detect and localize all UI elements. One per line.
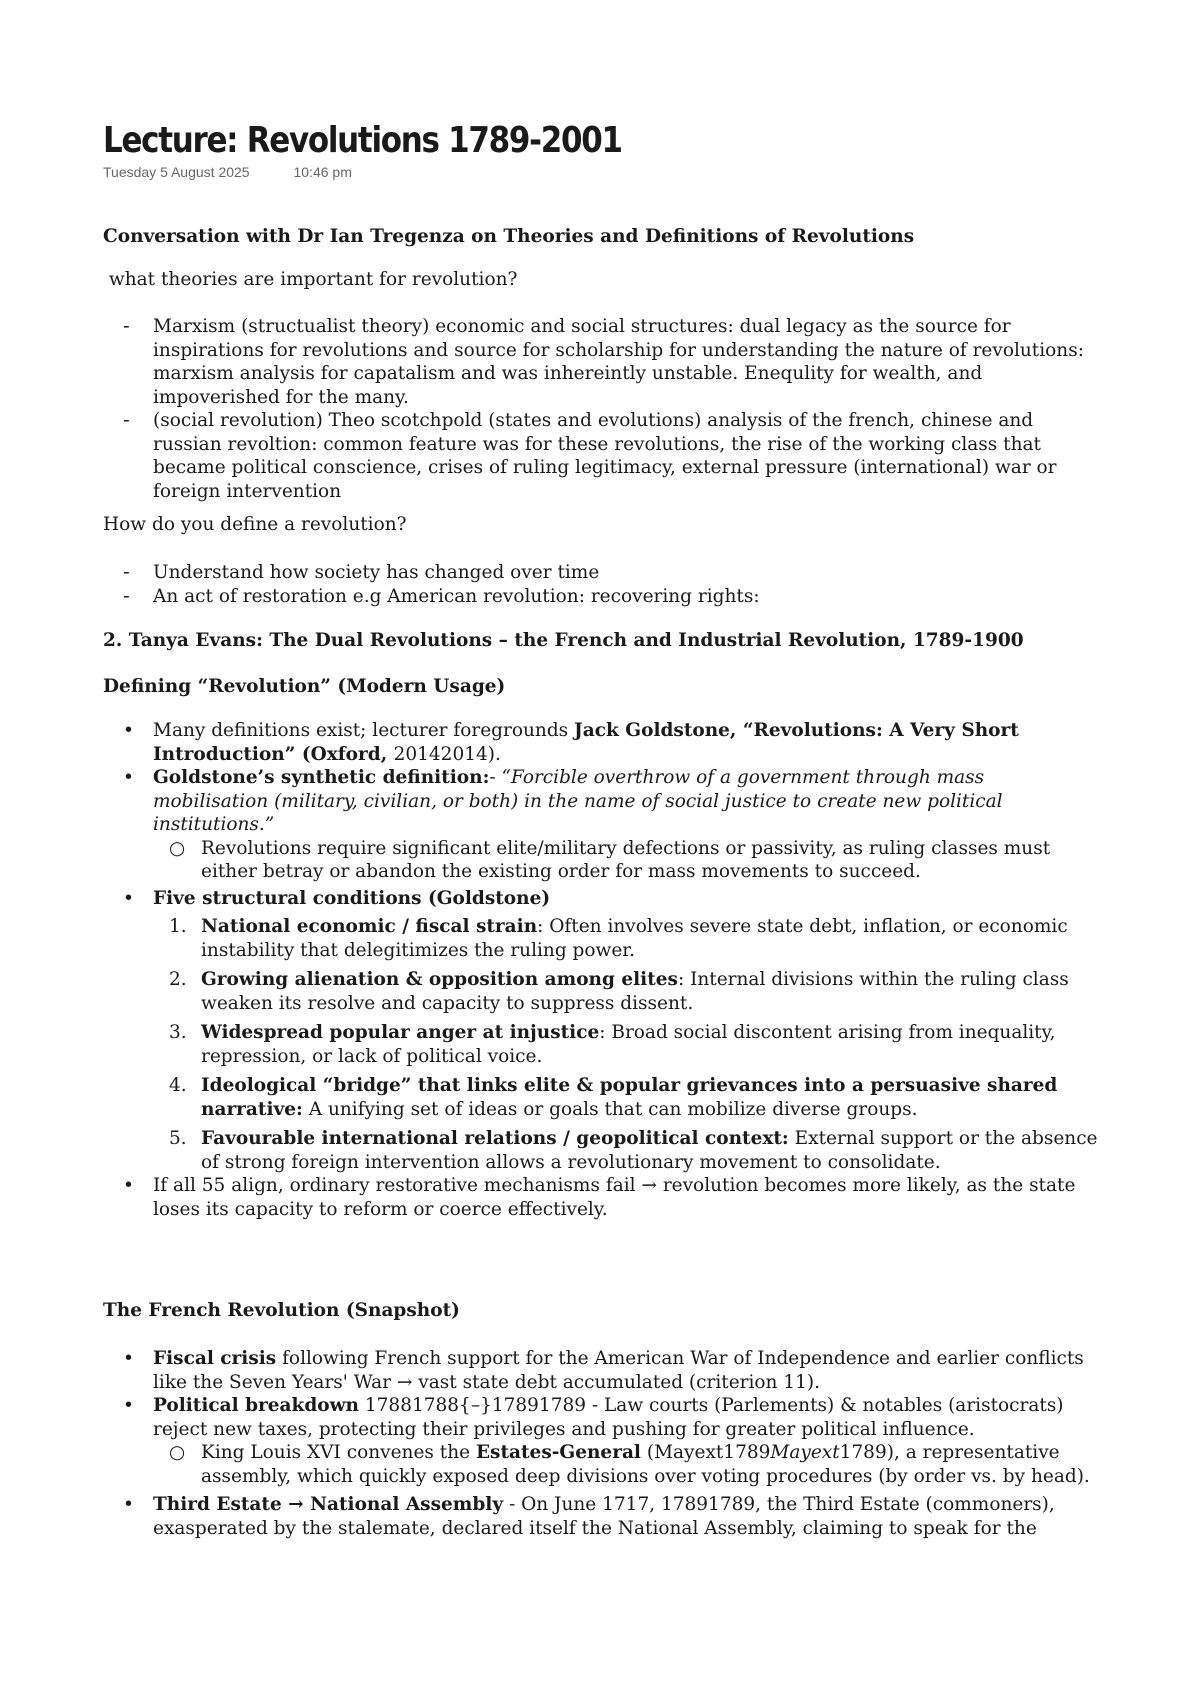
- list-item: • Political breakdown 17881788{–}17891789 - Law courts (Parlements) & notables (aristocrats) reject new taxes, protecting their privileges and pushing for greater political influence.: [123, 1395, 1064, 1440]
- condition-item: 5. Favourable international relations / geopolitical context: External support or the absence of strong foreign intervention allows a revolutionary movement to consolidate.: [169, 1128, 1098, 1173]
- dash-marker: -: [123, 562, 130, 583]
- bullet-marker: •: [123, 1395, 134, 1416]
- list-item: - An act of restoration e.g American revolution: recovering rights:: [123, 585, 760, 607]
- list-item: • Many definitions exist; lecturer foregrounds Jack Goldstone, “Revolutions: A Very Short Introduction” (Oxford, 20142014).: [123, 720, 1019, 765]
- number-marker: 1.: [169, 916, 187, 937]
- dash-marker: -: [123, 585, 130, 607]
- page-time: 10:46 pm: [293, 164, 352, 180]
- list-item: • Fiscal crisis following French support for the American War of Independence and earlier conflicts like the Seven Years' War → vast state debt accumulated (criterion 11).: [123, 1348, 1084, 1393]
- page-title: Lecture: Revolutions 1789-2001: [103, 120, 622, 161]
- question-theories: what theories are important for revolution?: [103, 269, 518, 290]
- section2-heading: 2. Tanya Evans: The Dual Revolutions – the French and Industrial Revolution, 1789-1900: [103, 630, 1024, 651]
- theories-list: [103, 315, 1103, 503]
- bullet-marker: •: [123, 767, 134, 788]
- list-item: • Five structural conditions (Goldstone): [123, 887, 551, 909]
- condition-item: 3. Widespread popular anger at injustice: Broad social discontent arising from inequality, repression, or lack of political voice.: [169, 1022, 1056, 1067]
- question-definition: How do you define a revolution?: [103, 514, 407, 535]
- list-item: • If all 55 align, ordinary restorative mechanisms fail → revolution becomes more likely, as the state loses its capacity to reform or coerce effectively.: [123, 1175, 1076, 1220]
- bullet-marker: •: [123, 887, 134, 909]
- bullet-marker: •: [123, 1175, 134, 1196]
- bullet-marker: •: [123, 720, 134, 741]
- condition-item: 4. Ideological “bridge” that links elite & popular grievances into a persuasive shared narrative: A unifying set of ideas or goals that can mobilize diverse groups.: [169, 1075, 1058, 1120]
- list-item: • Goldstone’s synthetic definition:- “Forcible overthrow of a government through mass mobilisation (military, civilian, or both) in the name of social justice to create new political institutions.”: [123, 767, 1003, 835]
- number-marker: 5.: [169, 1128, 187, 1149]
- section2-subheading: Defining “Revolution” (Modern Usage): [103, 676, 506, 697]
- list-item: - (social revolution) Theo scotchpold (states and evolutions) analysis of the french, chinese and russian revoltion: common feature was for these revolutions, the rise of the working class that became political conscience, crises of ruling legitimacy, external pressure (international) war or foreign intervention: [123, 410, 1057, 502]
- number-marker: 4.: [169, 1075, 187, 1096]
- list-item: ○ King Louis XVI convenes the Estates-General (Mayext1789Mayext1789), a representative assembly, which quickly exposed deep divisions over voting procedures (by order vs. by head).: [169, 1442, 1090, 1487]
- condition-item: 2. Growing alienation & opposition among elites: Internal divisions within the ruling class weaken its resolve and capacity to suppress dissent.: [169, 969, 1069, 1014]
- list-item: ○ Revolutions require significant elite/military defections or passivity, as ruling classes must either betray or abandon the existing order for mass movements to succeed.: [169, 837, 1051, 882]
- number-marker: 2.: [169, 969, 187, 990]
- dash-marker: -: [123, 410, 130, 431]
- number-marker: 3.: [169, 1022, 187, 1043]
- dash-marker: -: [123, 316, 130, 337]
- page-date: Tuesday 5 August 2025: [103, 164, 250, 180]
- list-item: - Marxism (structualist theory) economic and social structures: dual legacy as the source for inspirations for revolutions and source for scholarship for understanding the nature of revolutions: marxism analysis for capatalism and was inhereintly unstable. Enequlity for wealth, and impoverished for the many.: [123, 316, 1084, 408]
- list-item: - Understand how society has changed over time: [123, 562, 600, 583]
- bullet-marker: •: [123, 1348, 134, 1369]
- circle-marker: ○: [169, 1442, 186, 1463]
- definitions-list: [103, 561, 1103, 608]
- section1-heading: Conversation with Dr Ian Tregenza on Theories and Definitions of Revolutions: [103, 226, 915, 247]
- section3-heading: The French Revolution (Snapshot): [103, 1300, 460, 1321]
- page-meta: [103, 164, 1103, 180]
- list-item: • Third Estate → National Assembly - On June 1717, 17891789, the Third Estate (commoners), exasperated by the stalemate, declared itself the National Assembly, claiming to speak for the: [123, 1494, 1055, 1539]
- condition-item: 1. National economic / fiscal strain: Often involves severe state debt, inflation, or economic instability that delegitimizes the ruling power.: [169, 916, 1068, 961]
- circle-marker: ○: [169, 837, 186, 859]
- document-page: [103, 118, 1103, 1539]
- french-revolution-list: [103, 1347, 1103, 1540]
- goldstone-list: [103, 719, 1103, 1221]
- bullet-marker: •: [123, 1494, 134, 1515]
